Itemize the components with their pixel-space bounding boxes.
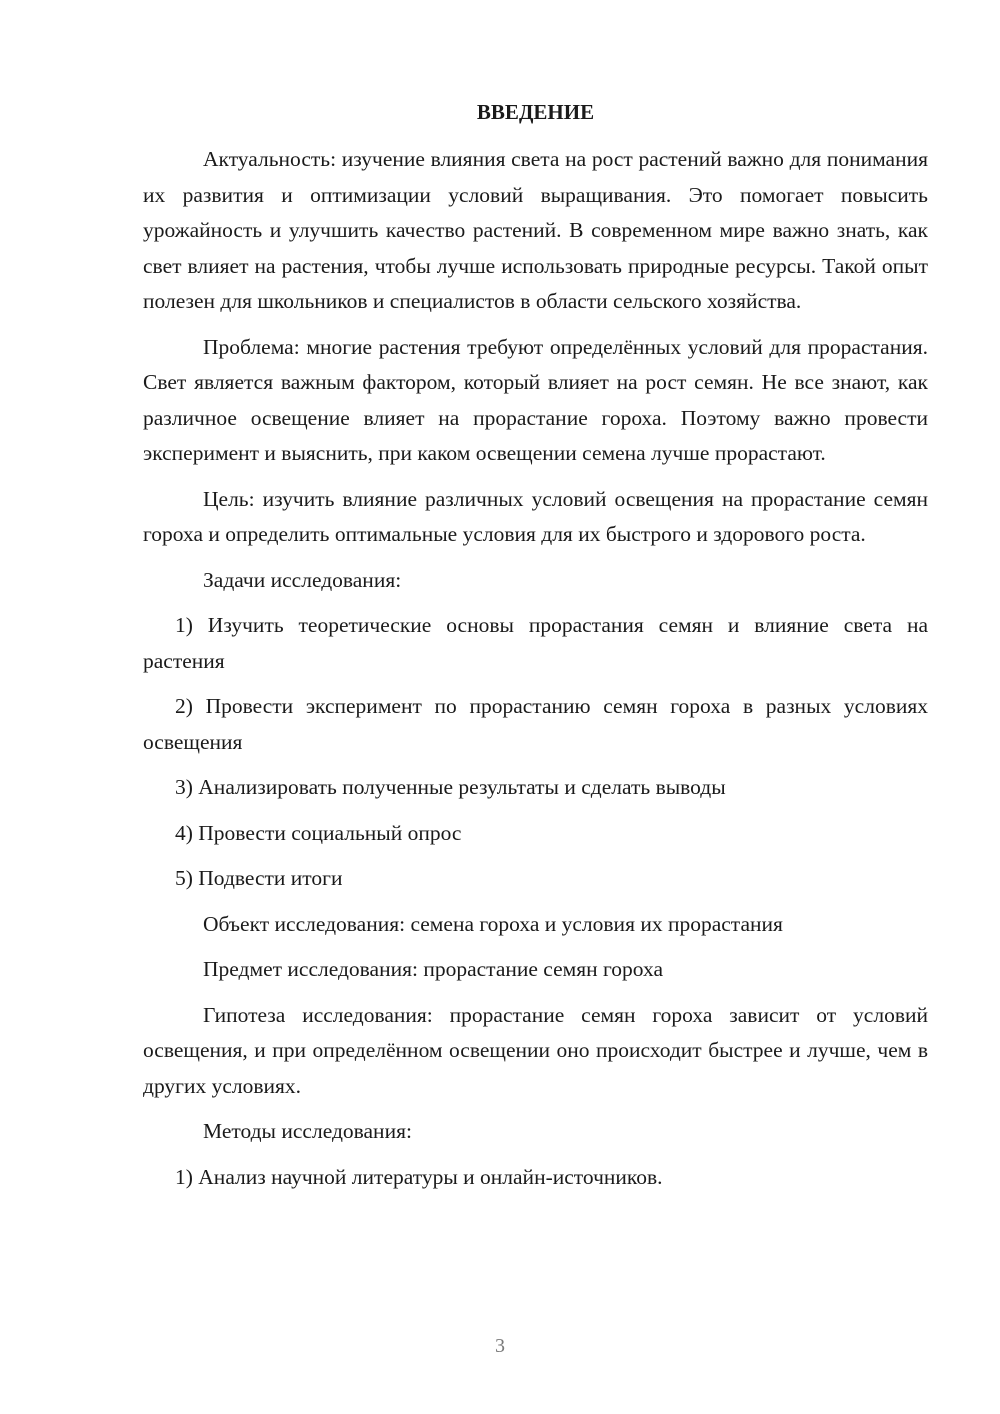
object-paragraph: Объект исследования: семена гороха и условия их прорастания (203, 911, 783, 936)
hypothesis-paragraph: Гипотеза исследования: прорастание семян гороха зависит от условий освещения, и при определённом освещении оно происходит быстрее и лучше, чем в других условиях. (143, 1002, 928, 1098)
page-number: 3 (495, 1335, 505, 1357)
task-item-2: 2) Провести эксперимент по прорастанию семян гороха в разных условиях освещения (143, 694, 928, 754)
task-item-4: 4) Провести социальный опрос (175, 820, 462, 845)
task-item-5: 5) Подвести итоги (175, 866, 343, 890)
relevance-paragraph: Актуальность: изучение влияния света на рост растений важно для понимания их развития и оптимизации условий выращивания. Это помогает повысить урожайность и улучшить качество растений. В современном мире важно знать, как свет влияет на растения, чтобы лучше использовать природные ресурсы. Такой опыт полезен для школьников и специалистов в области сельского хозяйства. (143, 147, 928, 313)
tasks-heading: Задачи исследования: (203, 567, 402, 592)
method-item-1: 1) Анализ научной литературы и онлайн-источников. (175, 1164, 663, 1189)
section-title: ВВЕДЕНИЕ (476, 100, 595, 124)
subject-paragraph: Предмет исследования: прорастание семян гороха (203, 957, 664, 981)
task-item-1: 1) Изучить теоретические основы прорастания семян и влияние света на растения (143, 613, 928, 673)
methods-heading: Методы исследования: (203, 1119, 412, 1143)
document-page (143, 96, 928, 1205)
task-item-3: 3) Анализировать полученные результаты и сделать выводы (175, 775, 726, 799)
goal-paragraph: Цель: изучить влияние различных условий освещения на прорастание семян гороха и определить оптимальные условия для их быстрого и здорового роста. (143, 486, 928, 546)
problem-paragraph: Проблема: многие растения требуют определённых условий для прорастания. Свет является важным фактором, который влияет на рост семян. Не все знают, как различное освещение влияет на прорастание гороха. Поэтому важно провести эксперимент и выяснить, при каком освещении семена лучше прорастают. (143, 334, 928, 465)
